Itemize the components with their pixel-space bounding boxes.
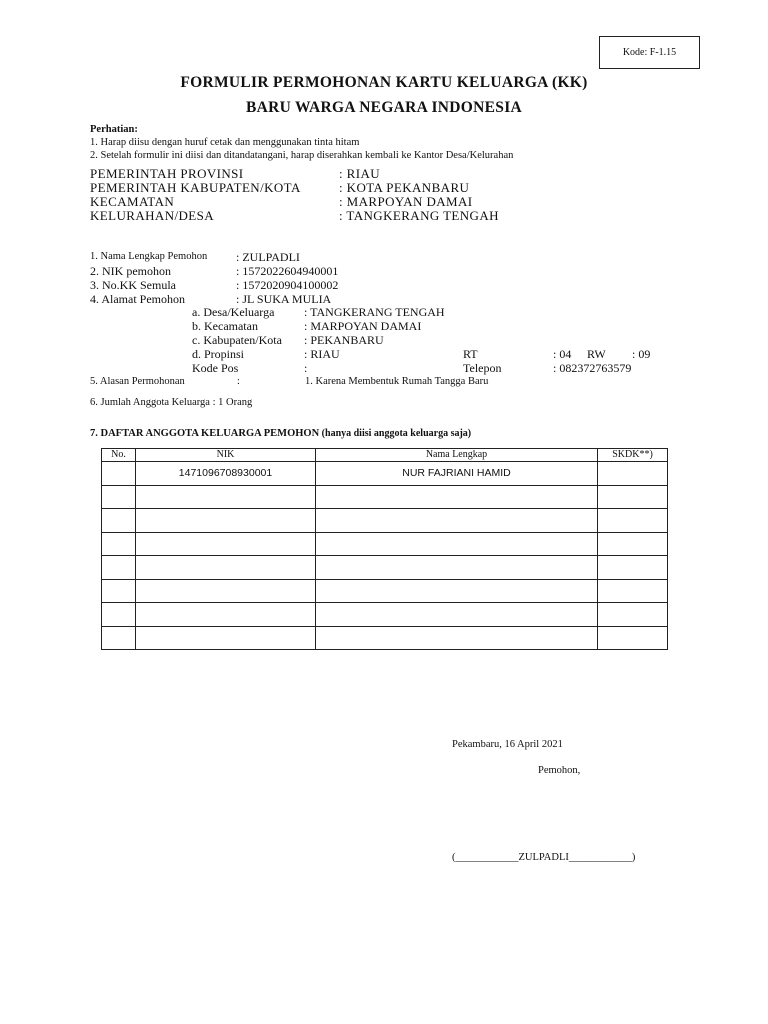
cell-nik <box>136 603 316 627</box>
table-row <box>102 556 668 580</box>
kk-label: 3. No.KK Semula <box>90 278 176 292</box>
cell-no <box>102 579 136 603</box>
cell-no <box>102 603 136 627</box>
gov-label: KECAMATAN <box>90 194 175 209</box>
cell-skdk <box>598 603 668 627</box>
jumlah-anggota: 6. Jumlah Anggota Keluarga : 1 Orang <box>90 397 253 408</box>
kk-value: : 1572020904100002 <box>236 278 339 292</box>
cell-no <box>102 462 136 486</box>
form-subtitle: BARU WARGA NEGARA INDONESIA <box>245 99 523 116</box>
alasan-colon: : <box>237 376 240 387</box>
cell-nik <box>136 532 316 556</box>
table-row <box>102 579 668 603</box>
cell-no <box>102 626 136 650</box>
col-header-nik: NIK <box>136 449 316 462</box>
table-row <box>102 532 668 556</box>
form-title: FORMULIR PERMOHONAN KARTU KELUARGA (KK) <box>180 74 588 91</box>
table-row <box>102 509 668 533</box>
cell-nama <box>316 509 598 533</box>
form-code-box <box>599 36 700 69</box>
rw-label: RW <box>587 347 606 361</box>
gov-label: PEMERINTAH KABUPATEN/KOTA <box>90 180 301 195</box>
table-row <box>102 626 668 650</box>
col-header-no: No. <box>102 449 136 462</box>
cell-nama <box>316 485 598 509</box>
nik-value: : 1572022604940001 <box>236 264 339 278</box>
table-row <box>102 485 668 509</box>
signer-role: Pemohon, <box>538 765 581 776</box>
cell-nik: 1471096708930001 <box>136 462 316 486</box>
cell-nama <box>316 532 598 556</box>
table-row <box>102 603 668 627</box>
cell-nik <box>136 579 316 603</box>
cell-nik <box>136 485 316 509</box>
gov-value: : KOTA PEKANBARU <box>339 180 470 195</box>
alasan-value: 1. Karena Membentuk Rumah Tangga Baru <box>305 376 489 387</box>
gov-label: PEMERINTAH PROVINSI <box>90 166 244 181</box>
telepon-label: Telepon <box>463 361 502 375</box>
propinsi-value: : RIAU <box>304 347 340 361</box>
kodepos-label: Kode Pos <box>192 361 239 375</box>
cell-nik <box>136 509 316 533</box>
rt-label: RT <box>463 347 478 361</box>
cell-skdk <box>598 532 668 556</box>
cell-skdk <box>598 485 668 509</box>
cell-nama: NUR FAJRIANI HAMID <box>316 462 598 486</box>
cell-nama <box>316 579 598 603</box>
desa-value: : TANGKERANG TENGAH <box>304 305 445 319</box>
cell-no <box>102 485 136 509</box>
kodepos-value: : <box>304 361 308 375</box>
gov-value: : RIAU <box>339 166 381 181</box>
cell-no <box>102 509 136 533</box>
note-item: 1. Harap diisu dengan huruf cetak dan menggunakan tinta hitam <box>90 137 360 148</box>
nik-label: 2. NIK pemohon <box>90 264 171 278</box>
table-row <box>102 462 668 486</box>
gov-label: KELURAHAN/DESA <box>90 208 215 223</box>
cell-skdk <box>598 579 668 603</box>
gov-value: : MARPOYAN DAMAI <box>339 194 473 209</box>
kabupaten-value: : PEKANBARU <box>304 333 384 347</box>
cell-skdk <box>598 462 668 486</box>
alasan-label: 5. Alasan Permohonan <box>90 376 185 387</box>
cell-no <box>102 532 136 556</box>
desa-label: a. Desa/Keluarga <box>192 305 275 319</box>
col-header-skdk: SKDK**) <box>598 449 668 462</box>
cell-nama <box>316 556 598 580</box>
cell-nik <box>136 626 316 650</box>
cell-nama <box>316 626 598 650</box>
cell-skdk <box>598 509 668 533</box>
nama-value: : ZULPADLI <box>236 250 300 264</box>
cell-skdk <box>598 626 668 650</box>
gov-value: : TANGKERANG TENGAH <box>339 208 499 223</box>
cell-skdk <box>598 556 668 580</box>
members-heading <box>90 428 471 439</box>
cell-nik <box>136 556 316 580</box>
rw-value: : 09 <box>632 347 651 361</box>
table-header-row <box>102 449 668 462</box>
rt-value: : 04 <box>553 347 572 361</box>
propinsi-label: d. Propinsi <box>192 347 245 361</box>
cell-nama <box>316 603 598 627</box>
members-heading-title: 7. DAFTAR ANGGOTA KELUARGA PEMOHON <box>90 428 320 439</box>
notes-heading: Perhatian: <box>90 124 138 135</box>
cell-no <box>102 556 136 580</box>
members-table <box>101 448 668 650</box>
form-code: Kode: F-1.15 <box>622 47 677 58</box>
alamat-label: 4. Alamat Pemohon <box>90 292 185 306</box>
telepon-value: : 082372763579 <box>553 361 632 375</box>
signer-name: (____________ZULPADLI____________) <box>452 852 636 863</box>
kabupaten-label: c. Kabupaten/Kota <box>192 333 282 347</box>
members-heading-note: (hanya diisi anggota keluarga saja) <box>319 428 472 439</box>
place-date: Pekambaru, 16 April 2021 <box>452 739 563 750</box>
note-item: 2. Setelah formulir ini diisi dan ditandatangani, harap diserahkan kembali ke Kantor Desa/Kelurahan <box>90 150 514 161</box>
nama-label: 1. Nama Lengkap Pemohon <box>90 251 208 262</box>
kecamatan-label: b. Kecamatan <box>192 319 258 333</box>
col-header-nama: Nama Lengkap <box>316 449 598 462</box>
kecamatan-value: : MARPOYAN DAMAI <box>304 319 422 333</box>
alamat-value: : JL SUKA MULIA <box>236 292 332 306</box>
